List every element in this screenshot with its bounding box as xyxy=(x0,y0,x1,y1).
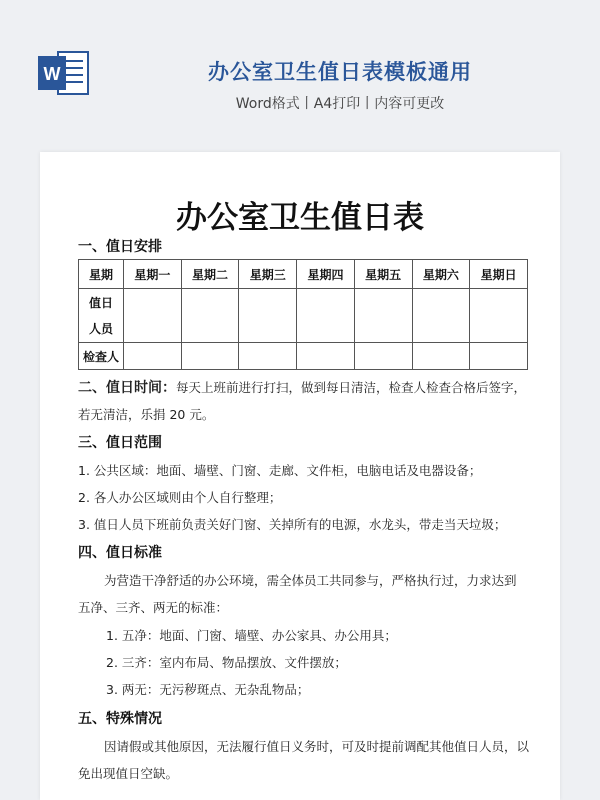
section-heading-duty-time: 二、值日时间： xyxy=(78,380,176,396)
duty-schedule-table xyxy=(78,259,528,370)
table-cell-empty[interactable] xyxy=(297,343,355,370)
duty-time-text-2: 若无清洁，乐捐 20 元。 xyxy=(78,407,215,422)
table-header-cell: 星期二 xyxy=(181,260,239,289)
standards-intro-1: 为营造干净舒适的办公环境，需全体员工共同参与，严格执行过，力求达到 xyxy=(104,573,517,588)
scope-item-1: 1. 公共区域：地面、墙壁、门窗、走廊、文件柜，电脑电话及电器设备； xyxy=(78,463,482,478)
table-header-cell: 星期五 xyxy=(354,260,412,289)
standards-item-3: 3. 两无：无污秽斑点、无杂乱物品； xyxy=(106,682,310,697)
section-heading-standards: 四、值日标准 xyxy=(78,545,162,561)
table-cell-empty[interactable] xyxy=(297,289,355,343)
table-cell-empty[interactable] xyxy=(412,289,470,343)
table-header-cell: 星期日 xyxy=(470,260,528,289)
special-text-1: 因请假或其他原因，无法履行值日义务时，可及时提前调配其他值日人员，以 xyxy=(104,739,530,754)
standards-item-2: 2. 三齐：室内布局、物品摆放、文件摆放； xyxy=(106,655,347,670)
scope-item-3: 3. 值日人员下班前负责关好门窗、关掉所有的电源，水龙头，带走当天垃圾； xyxy=(78,517,507,532)
table-header-cell: 星期一 xyxy=(124,260,182,289)
banner-header xyxy=(0,0,600,150)
special-text-2: 免出现值日空缺。 xyxy=(78,766,179,781)
table-cell-empty[interactable] xyxy=(354,343,412,370)
table-cell-empty[interactable] xyxy=(470,289,528,343)
table-cell-empty[interactable] xyxy=(181,289,239,343)
table-cell-empty[interactable] xyxy=(124,289,182,343)
table-cell-empty[interactable] xyxy=(412,343,470,370)
scope-item-2: 2. 各人办公区域则由个人自行整理； xyxy=(78,490,282,505)
duty-staff-label-line1: 值日 xyxy=(88,295,113,310)
table-cell-empty[interactable] xyxy=(181,343,239,370)
table-cell-empty[interactable] xyxy=(239,343,297,370)
section-heading-schedule: 一、值日安排 xyxy=(78,239,162,255)
standards-item-1: 1. 五净：地面、门窗、墙壁、办公家具、办公用具； xyxy=(106,628,397,643)
word-icon-letter: W xyxy=(43,64,61,84)
table-cell-empty[interactable] xyxy=(124,343,182,370)
document-title: 办公室卫生值日表 xyxy=(176,200,424,236)
document-page xyxy=(40,152,560,800)
table-header-cell: 星期四 xyxy=(297,260,355,289)
duty-staff-label xyxy=(79,289,124,343)
table-row-inspector xyxy=(79,343,528,370)
table-header-cell: 星期 xyxy=(79,260,124,289)
table-cell-empty[interactable] xyxy=(239,289,297,343)
section-heading-special: 五、特殊情况 xyxy=(78,711,162,727)
section-heading-scope: 三、值日范围 xyxy=(78,435,162,451)
duty-staff-label-line2: 人员 xyxy=(88,321,113,336)
standards-intro-2: 五净、三齐、两无的标准： xyxy=(78,600,229,615)
duty-time-text-1: 每天上班前进行打扫，做到每日清洁，检查人检查合格后签字， xyxy=(176,380,527,395)
table-header-cell: 星期三 xyxy=(239,260,297,289)
page-subtitle: Word格式丨A4打印丨内容可更改 xyxy=(235,96,445,112)
inspector-label: 检查人 xyxy=(79,343,124,370)
table-header-row xyxy=(79,260,528,289)
table-cell-empty[interactable] xyxy=(354,289,412,343)
word-icon xyxy=(38,48,90,98)
page-title: 办公室卫生值日表模板通用 xyxy=(208,60,472,84)
table-cell-empty[interactable] xyxy=(470,343,528,370)
table-header-cell: 星期六 xyxy=(412,260,470,289)
table-row-duty-staff xyxy=(79,289,528,343)
duty-time-paragraph xyxy=(78,377,538,397)
